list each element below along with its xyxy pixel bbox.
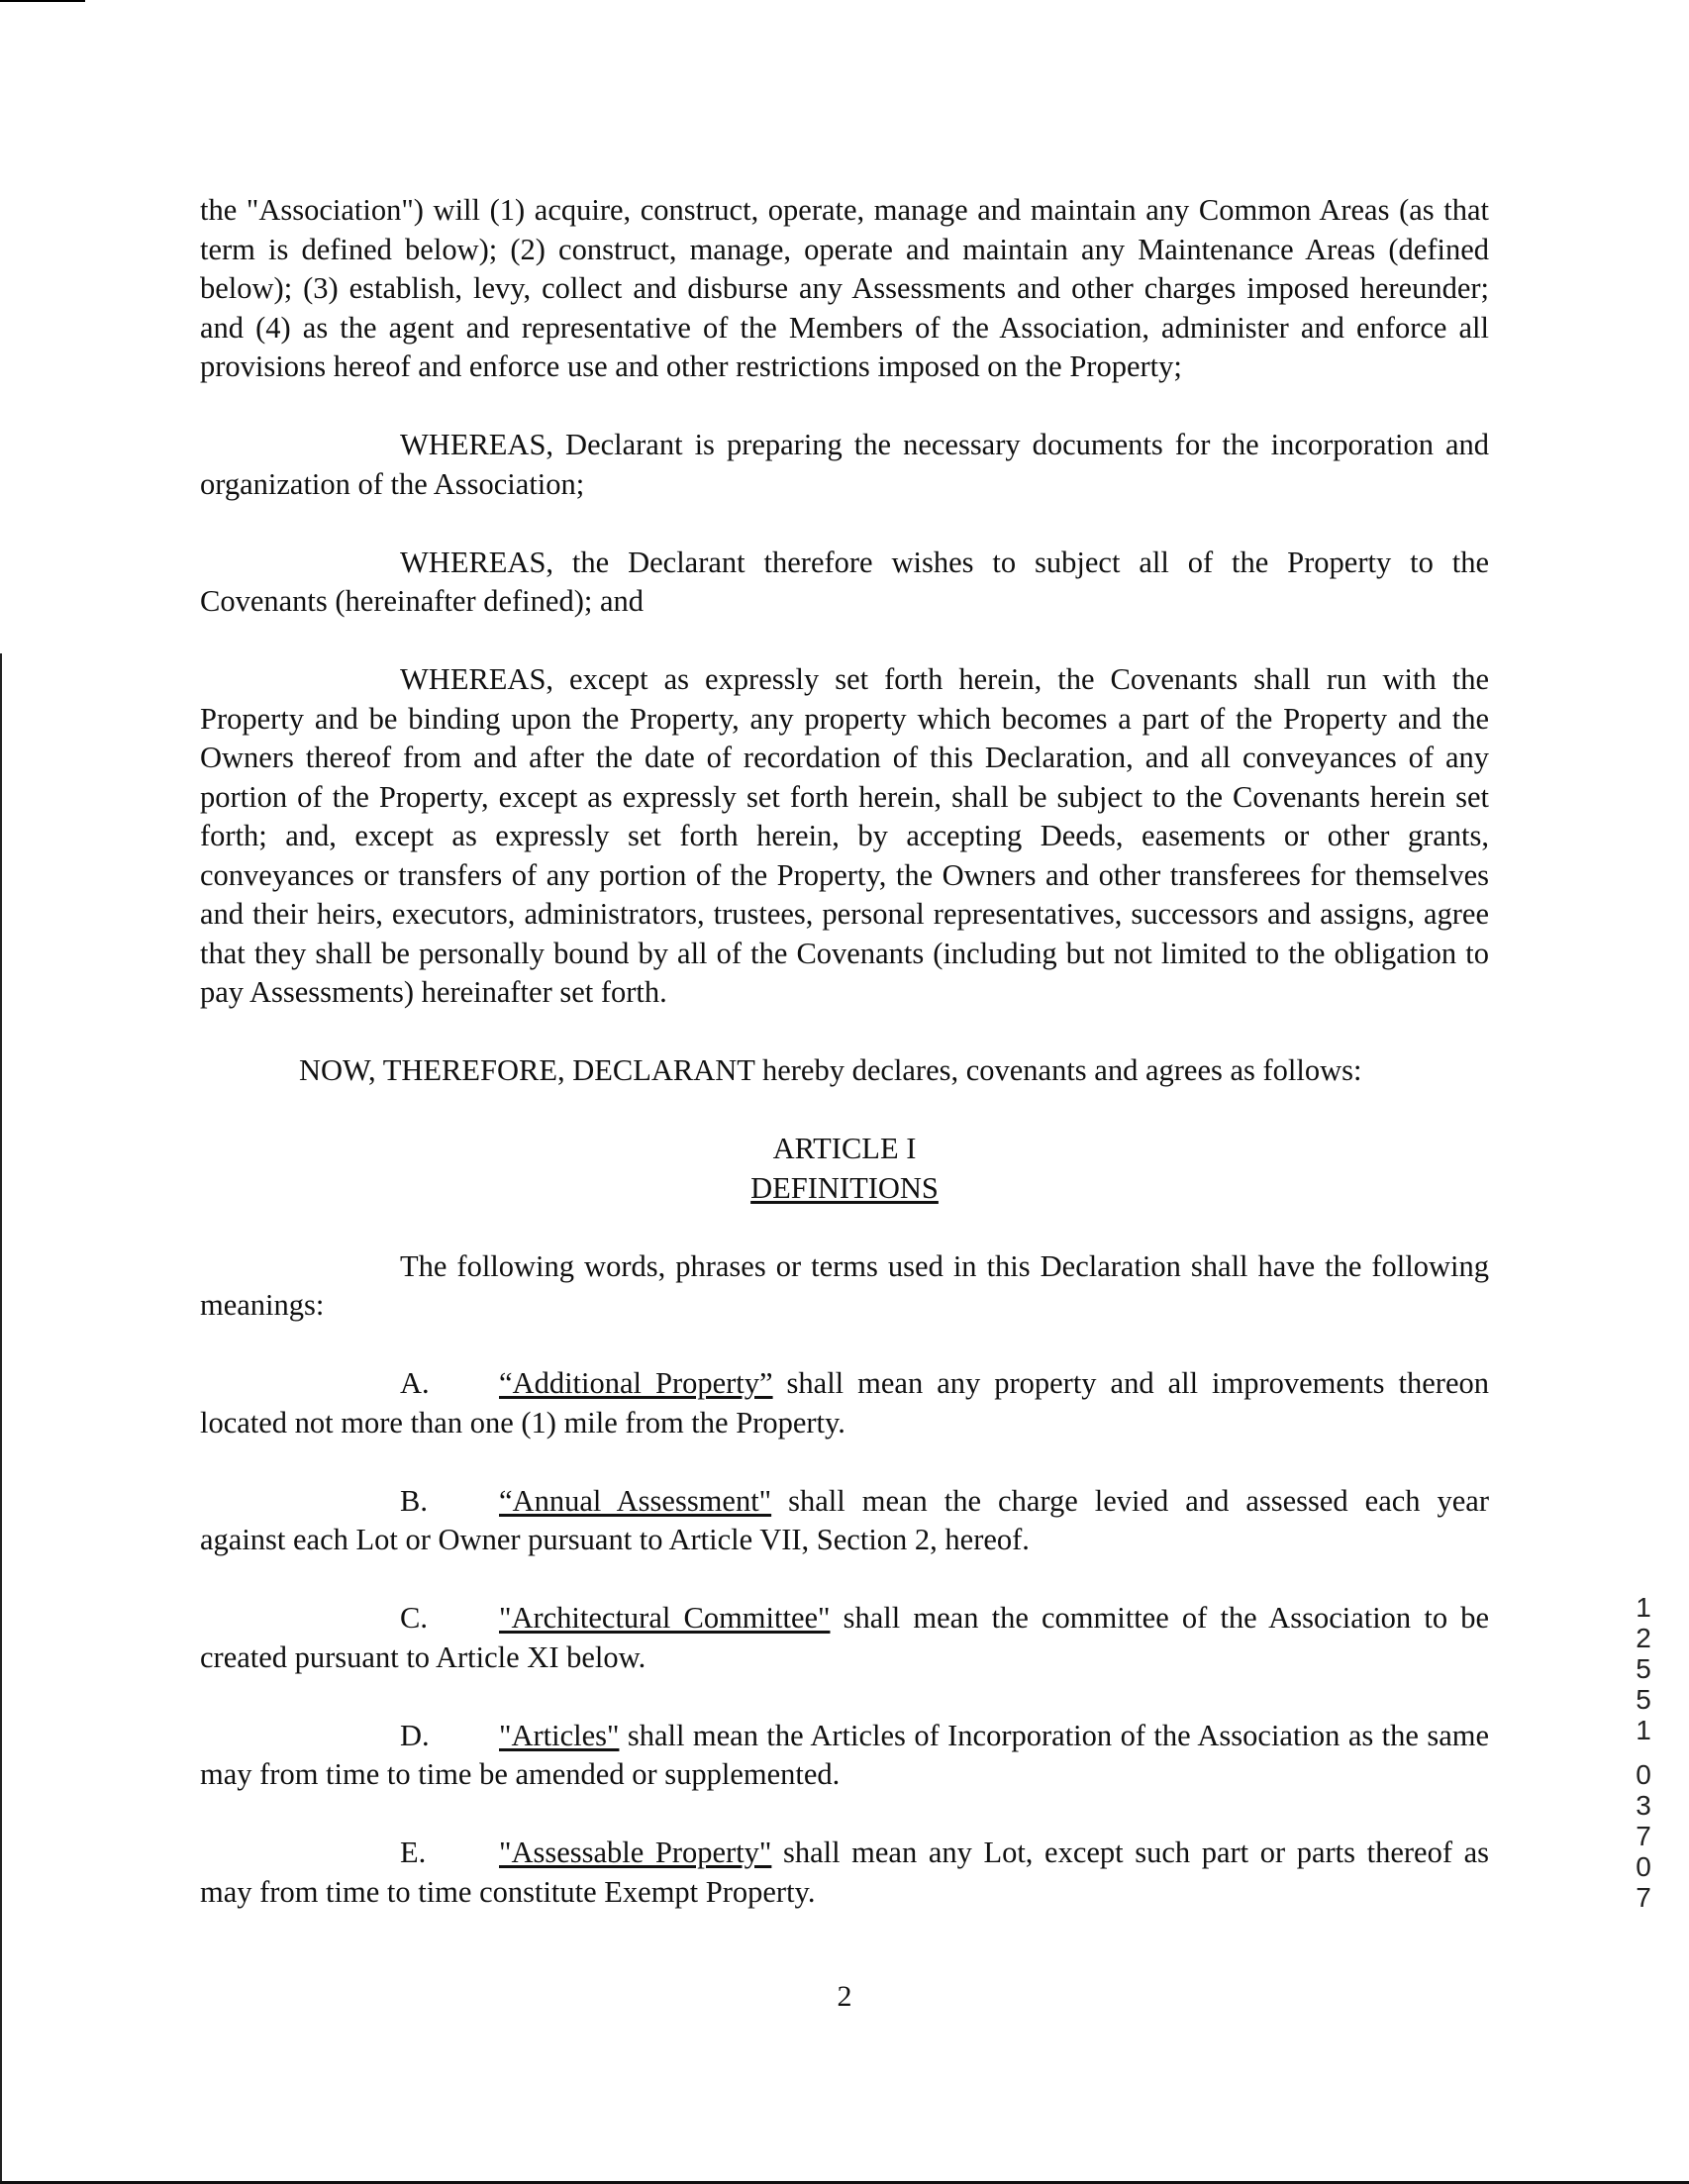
whereas-paragraph-2: WHEREAS, the Declarant therefore wishes to subject all of the Property to the Covenants (hereinafter defined); and [200, 545, 1489, 618]
definition-term: "Articles" [499, 1718, 620, 1752]
definition-text: shall mean any property and all improvements thereon located not more than one (1) mile from the Property. [200, 1366, 1489, 1439]
definition-term: “Annual Assessment" [499, 1483, 772, 1518]
stamp-digit: 1 [1636, 1592, 1651, 1623]
whereas-paragraph-3: WHEREAS, except as expressly set forth herein, the Covenants shall run with the Property and be binding upon the Property, any property which becomes a part of the Property and the Owners thereof from and after the date of recordation of this Declaration, and all conveyances of any portion of the Property, except as expressly set forth herein, shall be subject to the Covenants herein set forth; and, except as expressly set forth herein, by accepting Deeds, easements or other grants, conveyances or transfers of any portion of the Property, the Owners and other transferees for themselves and their heirs, executors, administrators, trustees, personal representatives, successors and assigns, agree that they shall be personally bound by all of the Covenants (including but not limited to the obligation to pay Assessments) hereinafter set forth. [200, 662, 1489, 1009]
definition-letter: A. [400, 1366, 430, 1400]
stamp-digit: 7 [1636, 1821, 1651, 1851]
definition-term: "Assessable Property" [499, 1836, 772, 1869]
stamp-digit: 5 [1636, 1653, 1651, 1684]
page-number: 2 [837, 1980, 852, 2013]
definition-letter: E. [400, 1836, 427, 1869]
definition-term: "Architectural Committee" [499, 1601, 831, 1635]
definition-item [200, 1599, 1489, 1677]
article-number: ARTICLE I [772, 1132, 917, 1165]
stamp-spacer [1624, 1745, 1663, 1759]
definition-text: shall mean the committee of the Association to be created pursuant to Article XI below. [200, 1601, 1490, 1674]
now-therefore-paragraph: NOW, THEREFORE, DECLARANT hereby declares, covenants and agrees as follows: [299, 1053, 1362, 1087]
definition-letter: B. [400, 1483, 428, 1518]
definition-item [200, 1482, 1489, 1560]
scan-edge-top [0, 0, 85, 2]
whereas-paragraph-1: WHEREAS, Declarant is preparing the necessary documents for the incorporation and organization of the Association; [200, 428, 1489, 501]
definition-item [200, 1717, 1489, 1795]
stamp-digit: 0 [1636, 1851, 1651, 1882]
document-body [200, 191, 1489, 1912]
definition-text: shall mean any Lot, except such part or parts thereof as may from time to time constitute Exempt Property. [200, 1836, 1489, 1909]
definition-letter: C. [400, 1601, 428, 1635]
article-heading [200, 1130, 1489, 1208]
stamp-digit: 3 [1636, 1790, 1651, 1821]
stamp-digit: 2 [1636, 1623, 1651, 1653]
definitions-intro: The following words, phrases or terms used in this Declaration shall have the following meanings: [200, 1248, 1489, 1322]
recording-stamp [1624, 1592, 1663, 1913]
definition-text: shall mean the Articles of Incorporation of the Association as the same may from time to time be amended or supplemented. [200, 1718, 1489, 1791]
definition-text: shall mean the charge levied and assessed each year against each Lot or Owner pursuant to Article VII, Section 2, hereof. [200, 1483, 1489, 1556]
stamp-digit: 1 [1636, 1715, 1651, 1745]
definition-term: “Additional Property” [499, 1366, 773, 1400]
definition-letter: D. [400, 1718, 430, 1752]
stamp-digit: 5 [1636, 1684, 1651, 1715]
stamp-digit: 0 [1636, 1759, 1651, 1790]
intro-paragraph: the "Association") will (1) acquire, construct, operate, manage and maintain any Common Areas (as that term is defined below); (2) construct, manage, operate and maintain any Maintenance Areas (defined below); (3) establish, levy, collect and disburse any Assessments and other charges imposed hereunder; and (4) as the agent and representative of the Members of the Association, administer and enforce all provisions hereof and enforce use and other restrictions imposed on the Property; [200, 193, 1489, 383]
article-title: DEFINITIONS [750, 1170, 939, 1205]
definition-item [200, 1364, 1489, 1442]
stamp-digit: 7 [1636, 1882, 1651, 1913]
definition-item [200, 1834, 1489, 1912]
scan-edge-left [0, 653, 2, 2184]
